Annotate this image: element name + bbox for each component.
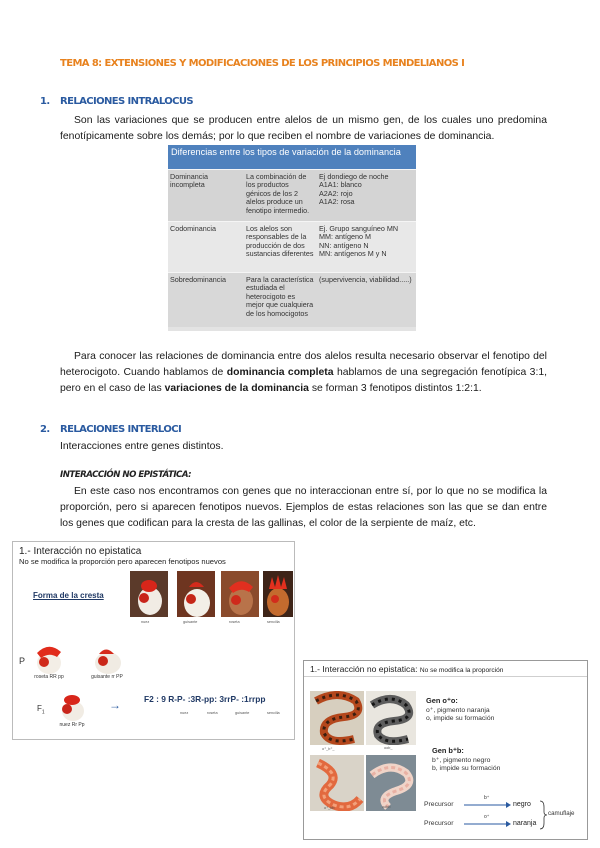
camouflage-label: camuflaje (548, 810, 575, 817)
f1-label (37, 704, 45, 716)
table-cell-example (317, 170, 416, 221)
slide1-title: 1.- Interacción no epistatica (19, 546, 142, 557)
dominance-table (168, 145, 416, 331)
precursor-label: Precursor (424, 820, 454, 827)
section-1-heading: RELACIONES INTRALOCUS (60, 96, 194, 107)
snake-caption: o⁺_b⁺_ (322, 747, 335, 751)
gene-b-title: Gen b⁺b: (432, 746, 464, 755)
f2-ratio: F2 : 9 R-P- :3R-pp: 3rrP- :1rrpp (144, 694, 266, 704)
crest-photo-sencilla (263, 571, 293, 617)
parent-rooster-guisante (86, 641, 126, 675)
slide-corn-snake (303, 660, 588, 840)
f2-label: guisante (235, 711, 250, 715)
table-cell-type: Sobredominancia (170, 275, 226, 284)
snake-photo-amelanistic (310, 755, 364, 811)
result-naranja: naranja (513, 820, 537, 827)
photo-caption: roseta (229, 620, 240, 624)
table-cell-type: Dominancia incompleta (170, 172, 208, 190)
photo-caption: nuez (141, 620, 150, 624)
example-line: Ej dondiego de noche (319, 172, 389, 181)
crest-label: Forma de la cresta (33, 591, 104, 600)
parent1-caption: roseta RR pp (34, 674, 64, 680)
table-cell-desc: Para la característica estudiada el heterocigoto es mejor que cualquiera de los homocigotos (246, 275, 314, 318)
f2-label: roseta (207, 711, 218, 715)
arrow-icon: → (109, 698, 121, 712)
brace-icon (539, 799, 547, 831)
example-line: A2A2: rojo (319, 188, 353, 198)
section-2-number: 2. (40, 424, 50, 435)
arrowhead-icon (506, 802, 511, 808)
example-line: MN: antígenos M y N (319, 249, 387, 259)
table-cell-type: Codominancia (170, 224, 216, 233)
gene-o-line: o⁺, pigmento naranja (426, 707, 490, 714)
table-row (168, 169, 416, 221)
rooster-image (177, 571, 215, 617)
table-body (168, 169, 416, 327)
page-title: TEMA 8: EXTENSIONES Y MODIFICACIONES DE LOS PRINCIPIOS MENDELIANOS I (60, 58, 465, 69)
parent2-caption: guisante rr PP (91, 674, 123, 680)
example-line: NN: antígeno N (319, 240, 369, 250)
table-cell-desc: Los alelos son responsables de la producción de dos sustancias diferentes (246, 224, 314, 259)
slide1-subtitle: No se modifica la proporción pero aparecen fenotipos nuevos (19, 557, 226, 566)
b-plus-label: b⁺ (484, 795, 490, 801)
f1-caption: nuez Rr Pp (59, 722, 85, 728)
precursor-label: Precursor (424, 801, 454, 808)
f2-label: nuez (180, 711, 189, 715)
table-cell-example (317, 222, 416, 272)
result-negro: negro (513, 801, 531, 808)
table-header: Diferencias entre los tipos de variación de la dominancia (168, 145, 416, 169)
bold-term: dominancia completa (226, 367, 334, 378)
rooster-image (221, 571, 259, 617)
gene-b-line: b⁺, pigmento negro (432, 757, 491, 764)
o-plus-label: o⁺ (484, 814, 490, 820)
example-line: Ej. Grupo sanguíneo MN (319, 224, 399, 233)
arrowhead-icon (506, 821, 511, 827)
text-segment: Para conocer las relaciones de dominancia entre dos alelos resulta necesario observar el fenotipo del heterocigoto. Cuando hablamos de (60, 351, 547, 378)
pathway-arrows (462, 797, 512, 827)
snake-image (366, 755, 416, 811)
rooster-image (55, 689, 89, 722)
section-2-paragraph: En este caso nos encontramos con genes que no interaccionan entre sí, por lo que no se modifica la proporción, pero si aparecen fenotipos nuevos. Ejemplos de estas relaciones son las que se dan entre los genes que codifican para la cresta de las gallinas, el color de la serpiente de maíz, etc. (60, 486, 547, 529)
slide-chicken-crest (12, 541, 295, 740)
dominance-paragraph (60, 349, 547, 397)
crest-photo-guisante (177, 571, 215, 617)
snake-image (366, 691, 416, 745)
section-1-number: 1. (40, 96, 50, 107)
snake-image (310, 755, 364, 811)
bold-term: variaciones de la dominancia (164, 383, 309, 394)
table-row (168, 221, 416, 272)
section-2-intro: Interacciones entre genes distintos. (60, 441, 224, 452)
snake-image (310, 691, 364, 745)
snake-photo-anerythristic (366, 691, 416, 745)
example-line: A1A2: rosa (319, 197, 355, 207)
crest-photo-nuez (130, 571, 168, 617)
gene-o-title: Gen o⁺o: (426, 696, 458, 705)
section-2-heading: RELACIONES INTERLOCI (60, 424, 182, 435)
snake-photo-snow (366, 755, 416, 811)
example-line: A1A1: blanco (319, 180, 362, 190)
p-label: P (19, 656, 26, 666)
gene-b-line: b, impide su formación (432, 765, 501, 772)
rooster-image (130, 571, 168, 617)
snake-photo-wild (310, 691, 364, 745)
crest-photo-roseta (221, 571, 259, 617)
text-segment: hablamos de una segregación fenotípica 3:1, pero en el caso de las (60, 367, 547, 394)
slide2-subtitle: No se modifica la proporción (419, 667, 504, 674)
table-cell-example (317, 273, 416, 327)
table-cell-desc: La combinación de los productos génicos de los 2 alelos produce un fenotipo intermedio. (246, 172, 310, 215)
f1-letter: F (37, 704, 42, 713)
example-line: MM: antígeno M (319, 232, 371, 242)
f1-rooster-nuez (55, 689, 89, 722)
title-divider (304, 676, 587, 677)
parent-rooster-roseta (31, 641, 67, 675)
table-row (168, 272, 416, 327)
slide2-title-line (310, 664, 503, 674)
text-segment: se forman 3 fenotipos distintos 1:2:1. (308, 383, 482, 394)
snake-caption: oobb (382, 805, 391, 809)
snake-caption: oob_ (384, 746, 393, 750)
photo-caption: guisante (183, 620, 198, 624)
rooster-image (263, 571, 293, 617)
f1-subscript: 1 (41, 709, 45, 716)
gene-o-line: o, impide su formación (426, 715, 495, 722)
rooster-image (86, 641, 126, 675)
subheading-no-epistatic: INTERACCIÓN NO EPISTÁTICA: (60, 470, 192, 480)
f2-label: sencilla (267, 711, 280, 715)
example-line: (supervivencia, viabilidad.....) (319, 275, 412, 284)
slide2-title: 1.- Interacción no epistatica: (310, 664, 418, 674)
section-1-paragraph: Son las variaciones que se producen entre alelos de un mismo gen, de los cuales uno predomina fenotípicamente sobre los demás; por lo que reciben el nombre de variaciones de dominancia. (60, 115, 547, 142)
photo-caption: sencilla (267, 620, 280, 624)
rooster-image (31, 641, 67, 675)
snake-caption: o⁺_bb (324, 806, 335, 810)
